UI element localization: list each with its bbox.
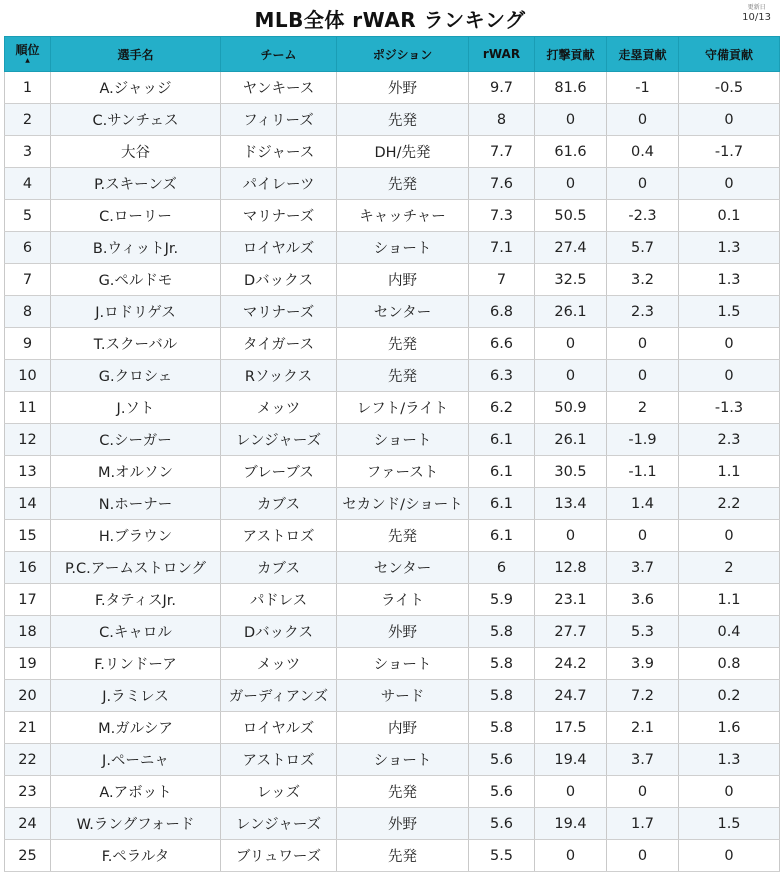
column-header-batting[interactable]: 打撃貢献	[535, 37, 607, 72]
fielding-cell: 0.2	[679, 680, 780, 712]
baserunning-cell: -2.3	[607, 200, 679, 232]
fielding-cell: 1.1	[679, 584, 780, 616]
position-cell: 先発	[337, 104, 469, 136]
batting-cell: 23.1	[535, 584, 607, 616]
table-row[interactable]	[5, 136, 780, 168]
baserunning-cell: 0	[607, 840, 679, 872]
rank-cell: 22	[5, 744, 51, 776]
team-cell: レンジャーズ	[221, 808, 337, 840]
batting-cell: 0	[535, 776, 607, 808]
baserunning-cell: -1	[607, 72, 679, 104]
rank-cell: 7	[5, 264, 51, 296]
rwar-cell: 6.8	[469, 296, 535, 328]
table-row[interactable]	[5, 232, 780, 264]
fielding-cell: 1.5	[679, 808, 780, 840]
position-cell: 先発	[337, 328, 469, 360]
table-row[interactable]	[5, 168, 780, 200]
rank-cell: 23	[5, 776, 51, 808]
player-name-cell: F.ペラルタ	[51, 840, 221, 872]
player-name-cell: J.ペーニャ	[51, 744, 221, 776]
rwar-cell: 5.5	[469, 840, 535, 872]
rank-cell: 25	[5, 840, 51, 872]
team-cell: ドジャース	[221, 136, 337, 168]
player-name-cell: A.ジャッジ	[51, 72, 221, 104]
position-cell: 外野	[337, 808, 469, 840]
player-name-cell: J.ラミレス	[51, 680, 221, 712]
player-name-cell: N.ホーナー	[51, 488, 221, 520]
rwar-cell: 6.1	[469, 424, 535, 456]
player-name-cell: C.シーガー	[51, 424, 221, 456]
table-header	[5, 37, 780, 72]
rwar-cell: 5.8	[469, 648, 535, 680]
position-cell: ショート	[337, 232, 469, 264]
team-cell: カブス	[221, 552, 337, 584]
position-cell: 先発	[337, 360, 469, 392]
fielding-cell: 0	[679, 840, 780, 872]
table-row[interactable]	[5, 424, 780, 456]
batting-cell: 61.6	[535, 136, 607, 168]
baserunning-cell: 2	[607, 392, 679, 424]
batting-cell: 0	[535, 360, 607, 392]
column-header-fielding[interactable]: 守備貢献	[679, 37, 780, 72]
position-cell: ショート	[337, 744, 469, 776]
fielding-cell: 0.8	[679, 648, 780, 680]
team-cell: Dバックス	[221, 264, 337, 296]
table-row[interactable]	[5, 456, 780, 488]
rank-cell: 18	[5, 616, 51, 648]
player-name-cell: 大谷	[51, 136, 221, 168]
rwar-cell: 7.3	[469, 200, 535, 232]
position-cell: キャッチャー	[337, 200, 469, 232]
table-row[interactable]	[5, 264, 780, 296]
rwar-cell: 7	[469, 264, 535, 296]
rwar-cell: 7.6	[469, 168, 535, 200]
position-cell: 先発	[337, 776, 469, 808]
table-row[interactable]	[5, 808, 780, 840]
batting-cell: 50.5	[535, 200, 607, 232]
rank-cell: 9	[5, 328, 51, 360]
player-name-cell: T.スクーバル	[51, 328, 221, 360]
fielding-cell: 0	[679, 776, 780, 808]
team-cell: フィリーズ	[221, 104, 337, 136]
table-row[interactable]	[5, 296, 780, 328]
team-cell: マリナーズ	[221, 200, 337, 232]
player-name-cell: B.ウィットJr.	[51, 232, 221, 264]
batting-cell: 50.9	[535, 392, 607, 424]
position-cell: 先発	[337, 840, 469, 872]
updated-label: 更新日	[747, 4, 766, 11]
position-cell: 先発	[337, 168, 469, 200]
baserunning-cell: 0.4	[607, 136, 679, 168]
position-cell: DH/先発	[337, 136, 469, 168]
page-header	[0, 0, 780, 36]
fielding-cell: 2	[679, 552, 780, 584]
team-cell: ブリュワーズ	[221, 840, 337, 872]
rank-cell: 3	[5, 136, 51, 168]
rank-cell: 19	[5, 648, 51, 680]
column-header-rank[interactable]	[5, 37, 51, 72]
player-name-cell: P.スキーンズ	[51, 168, 221, 200]
team-cell: ブレーブス	[221, 456, 337, 488]
rank-cell: 21	[5, 712, 51, 744]
position-cell: センター	[337, 552, 469, 584]
rank-cell: 10	[5, 360, 51, 392]
position-cell: ファースト	[337, 456, 469, 488]
fielding-cell: 0	[679, 104, 780, 136]
fielding-cell: 1.1	[679, 456, 780, 488]
fielding-cell: 1.3	[679, 744, 780, 776]
baserunning-cell: 3.7	[607, 744, 679, 776]
baserunning-cell: 3.2	[607, 264, 679, 296]
team-cell: アストロズ	[221, 744, 337, 776]
baserunning-cell: -1.9	[607, 424, 679, 456]
baserunning-cell: 3.9	[607, 648, 679, 680]
batting-cell: 0	[535, 104, 607, 136]
team-cell: レンジャーズ	[221, 424, 337, 456]
column-header-team[interactable]: チーム	[221, 37, 337, 72]
baserunning-cell: 5.3	[607, 616, 679, 648]
fielding-cell: 0.4	[679, 616, 780, 648]
batting-cell: 27.7	[535, 616, 607, 648]
team-cell: ヤンキース	[221, 72, 337, 104]
table-body	[5, 72, 780, 872]
player-name-cell: J.ロドリゲス	[51, 296, 221, 328]
column-header-position[interactable]: ポジション	[337, 37, 469, 72]
fielding-cell: -0.5	[679, 72, 780, 104]
player-name-cell: G.ペルドモ	[51, 264, 221, 296]
team-cell: パイレーツ	[221, 168, 337, 200]
updated-value: 10/13	[742, 12, 771, 23]
rank-cell: 1	[5, 72, 51, 104]
column-header-rwar[interactable]: rWAR	[469, 37, 535, 72]
baserunning-cell: 0	[607, 360, 679, 392]
batting-cell: 30.5	[535, 456, 607, 488]
batting-cell: 12.8	[535, 552, 607, 584]
team-cell: カブス	[221, 488, 337, 520]
table-row[interactable]	[5, 392, 780, 424]
rwar-cell: 8	[469, 104, 535, 136]
batting-cell: 13.4	[535, 488, 607, 520]
team-cell: パドレス	[221, 584, 337, 616]
player-name-cell: C.キャロル	[51, 616, 221, 648]
rwar-cell: 5.6	[469, 776, 535, 808]
table-row[interactable]	[5, 520, 780, 552]
batting-cell: 0	[535, 328, 607, 360]
batting-cell: 0	[535, 520, 607, 552]
fielding-cell: 2.2	[679, 488, 780, 520]
fielding-cell: 1.3	[679, 232, 780, 264]
table-row[interactable]	[5, 72, 780, 104]
player-name-cell: H.ブラウン	[51, 520, 221, 552]
baserunning-cell: 5.7	[607, 232, 679, 264]
batting-cell: 0	[535, 840, 607, 872]
baserunning-cell: 0	[607, 104, 679, 136]
rank-cell: 13	[5, 456, 51, 488]
rank-cell: 20	[5, 680, 51, 712]
player-name-cell: C.ローリー	[51, 200, 221, 232]
rwar-cell: 6.3	[469, 360, 535, 392]
table-row[interactable]	[5, 328, 780, 360]
batting-cell: 24.7	[535, 680, 607, 712]
position-cell: ライト	[337, 584, 469, 616]
position-cell: サード	[337, 680, 469, 712]
player-name-cell: M.オルソン	[51, 456, 221, 488]
rwar-cell: 5.6	[469, 744, 535, 776]
baserunning-cell: 0	[607, 520, 679, 552]
column-header-baserunning[interactable]: 走塁貢献	[607, 37, 679, 72]
player-name-cell: F.リンドーア	[51, 648, 221, 680]
table-row[interactable]	[5, 840, 780, 872]
team-cell: メッツ	[221, 648, 337, 680]
rwar-cell: 6.2	[469, 392, 535, 424]
fielding-cell: -1.7	[679, 136, 780, 168]
batting-cell: 19.4	[535, 808, 607, 840]
player-name-cell: C.サンチェス	[51, 104, 221, 136]
position-cell: センター	[337, 296, 469, 328]
rwar-cell: 5.8	[469, 680, 535, 712]
fielding-cell: 1.3	[679, 264, 780, 296]
page-title: MLB全体 rWAR ランキング	[254, 8, 526, 32]
table-row[interactable]	[5, 360, 780, 392]
position-cell: 外野	[337, 616, 469, 648]
team-cell: タイガース	[221, 328, 337, 360]
rank-cell: 12	[5, 424, 51, 456]
fielding-cell: 0.1	[679, 200, 780, 232]
batting-cell: 26.1	[535, 424, 607, 456]
fielding-cell: -1.3	[679, 392, 780, 424]
baserunning-cell: 1.7	[607, 808, 679, 840]
baserunning-cell: 0	[607, 776, 679, 808]
rank-cell: 24	[5, 808, 51, 840]
fielding-cell: 0	[679, 328, 780, 360]
player-name-cell: G.クロシェ	[51, 360, 221, 392]
rwar-cell: 5.9	[469, 584, 535, 616]
table-row[interactable]	[5, 776, 780, 808]
rwar-cell: 6.1	[469, 488, 535, 520]
team-cell: マリナーズ	[221, 296, 337, 328]
batting-cell: 24.2	[535, 648, 607, 680]
team-cell: レッズ	[221, 776, 337, 808]
baserunning-cell: 1.4	[607, 488, 679, 520]
column-header-label: 順位	[15, 43, 40, 57]
table-row[interactable]	[5, 104, 780, 136]
ranking-table	[4, 36, 780, 872]
position-cell: ショート	[337, 424, 469, 456]
table-row[interactable]	[5, 680, 780, 712]
rwar-cell: 7.1	[469, 232, 535, 264]
position-cell: 先発	[337, 520, 469, 552]
rwar-cell: 5.6	[469, 808, 535, 840]
sort-ascending-icon: ▲	[25, 57, 30, 64]
position-cell: セカンド/ショート	[337, 488, 469, 520]
baserunning-cell: 3.7	[607, 552, 679, 584]
team-cell: メッツ	[221, 392, 337, 424]
baserunning-cell: 2.1	[607, 712, 679, 744]
fielding-cell: 0	[679, 168, 780, 200]
rank-cell: 4	[5, 168, 51, 200]
table-row[interactable]	[5, 488, 780, 520]
player-name-cell: A.アボット	[51, 776, 221, 808]
player-name-cell: M.ガルシア	[51, 712, 221, 744]
batting-cell: 27.4	[535, 232, 607, 264]
rank-cell: 6	[5, 232, 51, 264]
baserunning-cell: 2.3	[607, 296, 679, 328]
team-cell: ロイヤルズ	[221, 712, 337, 744]
rwar-cell: 7.7	[469, 136, 535, 168]
rank-cell: 11	[5, 392, 51, 424]
table-row[interactable]	[5, 584, 780, 616]
rank-cell: 2	[5, 104, 51, 136]
team-cell: ロイヤルズ	[221, 232, 337, 264]
rwar-cell: 5.8	[469, 712, 535, 744]
player-name-cell: P.C.アームストロング	[51, 552, 221, 584]
rwar-cell: 9.7	[469, 72, 535, 104]
baserunning-cell: 7.2	[607, 680, 679, 712]
position-cell: 外野	[337, 72, 469, 104]
team-cell: ガーディアンズ	[221, 680, 337, 712]
baserunning-cell: 0	[607, 168, 679, 200]
team-cell: Dバックス	[221, 616, 337, 648]
rwar-cell: 5.8	[469, 616, 535, 648]
rank-cell: 16	[5, 552, 51, 584]
batting-cell: 19.4	[535, 744, 607, 776]
rank-cell: 15	[5, 520, 51, 552]
table-row[interactable]	[5, 200, 780, 232]
fielding-cell: 2.3	[679, 424, 780, 456]
updated-date	[742, 5, 771, 23]
team-cell: アストロズ	[221, 520, 337, 552]
baserunning-cell: -1.1	[607, 456, 679, 488]
table-row[interactable]	[5, 712, 780, 744]
rwar-cell: 6.1	[469, 520, 535, 552]
team-cell: Rソックス	[221, 360, 337, 392]
position-cell: 内野	[337, 712, 469, 744]
baserunning-cell: 0	[607, 328, 679, 360]
batting-cell: 0	[535, 168, 607, 200]
fielding-cell: 0	[679, 360, 780, 392]
position-cell: レフト/ライト	[337, 392, 469, 424]
table-row[interactable]	[5, 744, 780, 776]
batting-cell: 81.6	[535, 72, 607, 104]
rwar-cell: 6	[469, 552, 535, 584]
table-row[interactable]	[5, 552, 780, 584]
table-row[interactable]	[5, 616, 780, 648]
rwar-cell: 6.1	[469, 456, 535, 488]
player-name-cell: F.タティスJr.	[51, 584, 221, 616]
fielding-cell: 0	[679, 520, 780, 552]
fielding-cell: 1.5	[679, 296, 780, 328]
batting-cell: 32.5	[535, 264, 607, 296]
rwar-cell: 6.6	[469, 328, 535, 360]
player-name-cell: W.ラングフォード	[51, 808, 221, 840]
table-row[interactable]	[5, 648, 780, 680]
rank-cell: 5	[5, 200, 51, 232]
fielding-cell: 1.6	[679, 712, 780, 744]
rank-cell: 8	[5, 296, 51, 328]
column-header-player[interactable]: 選手名	[51, 37, 221, 72]
rank-cell: 14	[5, 488, 51, 520]
position-cell: 内野	[337, 264, 469, 296]
batting-cell: 17.5	[535, 712, 607, 744]
baserunning-cell: 3.6	[607, 584, 679, 616]
batting-cell: 26.1	[535, 296, 607, 328]
rank-cell: 17	[5, 584, 51, 616]
position-cell: ショート	[337, 648, 469, 680]
player-name-cell: J.ソト	[51, 392, 221, 424]
